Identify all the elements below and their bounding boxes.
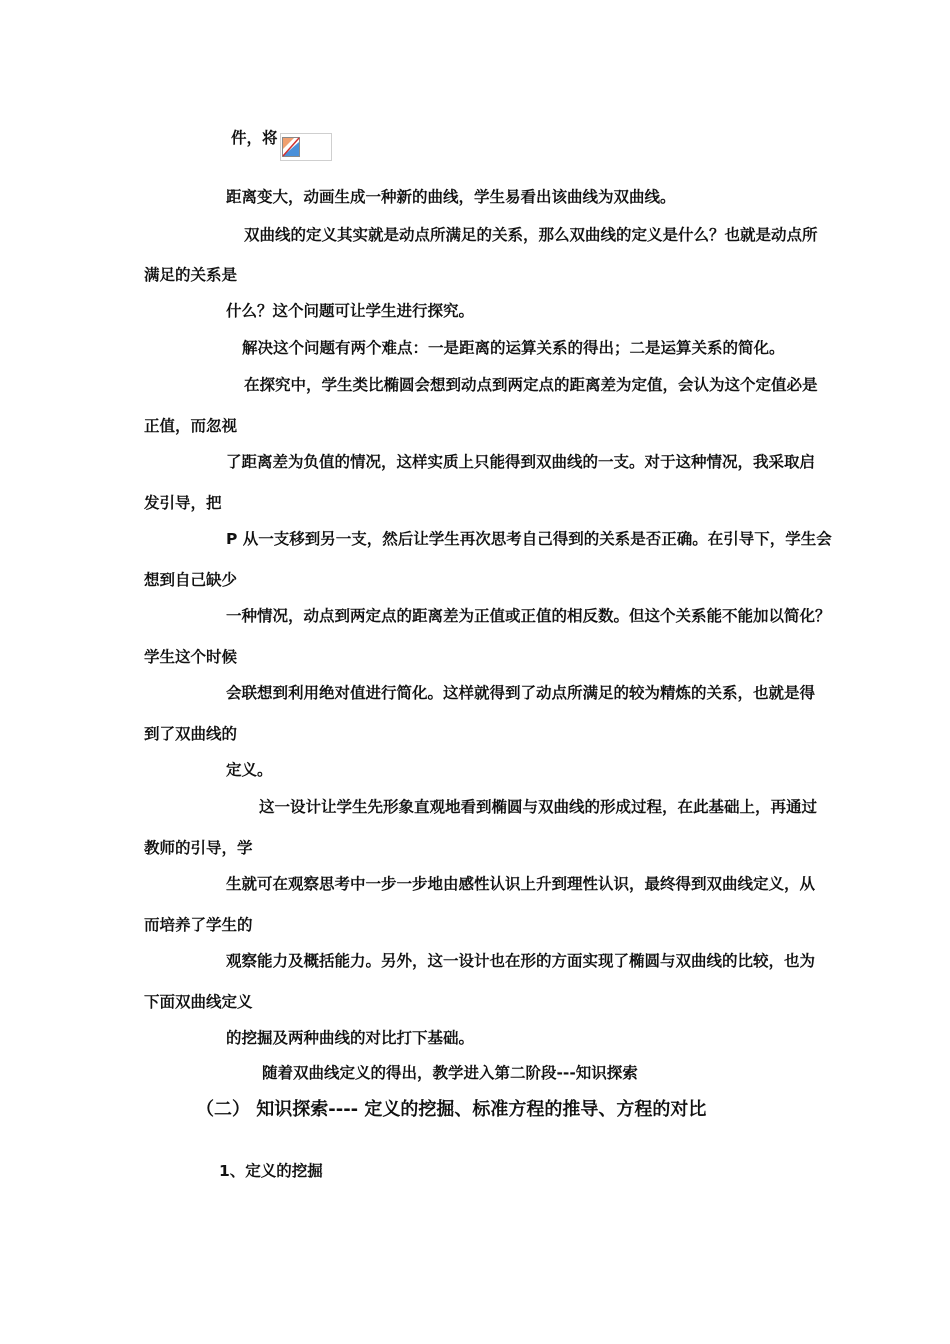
paragraph-line: 发引导，把 [144, 494, 222, 512]
paragraph-line: 在探究中，学生类比椭圆会想到动点到两定点的距离差为定值，会认为这个定值必是 [244, 376, 818, 394]
paragraph-line: 解决这个问题有两个难点：一是距离的运算关系的得出；二是运算关系的简化。 [242, 339, 785, 357]
paragraph-line: 满足的关系是 [144, 266, 238, 284]
paragraph-line: 定义。 [226, 761, 273, 779]
paragraph-line: 距离变大，动画生成一种新的曲线，学生易看出该曲线为双曲线。 [226, 188, 676, 206]
paragraph-line: 到了双曲线的 [144, 725, 238, 743]
paragraph-line: 学生这个时候 [144, 648, 238, 666]
paragraph-line: 件，将 [231, 129, 278, 147]
paragraph-line: 了距离差为负值的情况，这样实质上只能得到双曲线的一支。对于这种情况，我采取启 [226, 453, 816, 471]
section-heading: （二） 知识探索---- 定义的挖掘、标准方程的推导、方程的对比 [196, 1099, 707, 1120]
paragraph-line: 一种情况，动点到两定点的距离差为正值或正值的相反数。但这个关系能不能加以简化？ [226, 607, 831, 625]
paragraph-line: 这一设计让学生先形象直观地看到椭圆与双曲线的形成过程，在此基础上，再通过 [259, 798, 818, 816]
paragraph-line: 正值，而忽视 [144, 417, 238, 435]
paragraph-line: 观察能力及概括能力。另外，这一设计也在形的方面实现了椭圆与双曲线的比较，也为 [226, 952, 816, 970]
paragraph-line: 会联想到利用绝对值进行简化。这样就得到了动点所满足的较为精炼的关系，也就是得 [226, 684, 816, 702]
broken-image-icon [282, 137, 300, 157]
paragraph-line: 而培养了学生的 [144, 916, 253, 934]
paragraph-line: 的挖掘及两种曲线的对比打下基础。 [226, 1029, 475, 1047]
subsection-heading: 1、定义的挖掘 [219, 1162, 323, 1180]
paragraph-line: 双曲线的定义其实就是动点所满足的关系，那么双曲线的定义是什么？也就是动点所 [244, 226, 818, 244]
inline-image-placeholder [280, 133, 332, 161]
paragraph-line: P 从一支移到另一支，然后让学生再次思考自己得到的关系是否正确。在引导下，学生会 [226, 530, 832, 548]
paragraph-line: 随着双曲线定义的得出，教学进入第二阶段---知识探索 [262, 1064, 638, 1082]
paragraph-line: 教师的引导，学 [144, 839, 253, 857]
paragraph-line: 下面双曲线定义 [144, 993, 253, 1011]
paragraph-line: 想到自己缺少 [144, 571, 238, 589]
paragraph-line: 生就可在观察思考中一步一步地由感性认识上升到理性认识，最终得到双曲线定义，从 [226, 875, 816, 893]
paragraph-line: 什么？这个问题可让学生进行探究。 [226, 302, 475, 320]
